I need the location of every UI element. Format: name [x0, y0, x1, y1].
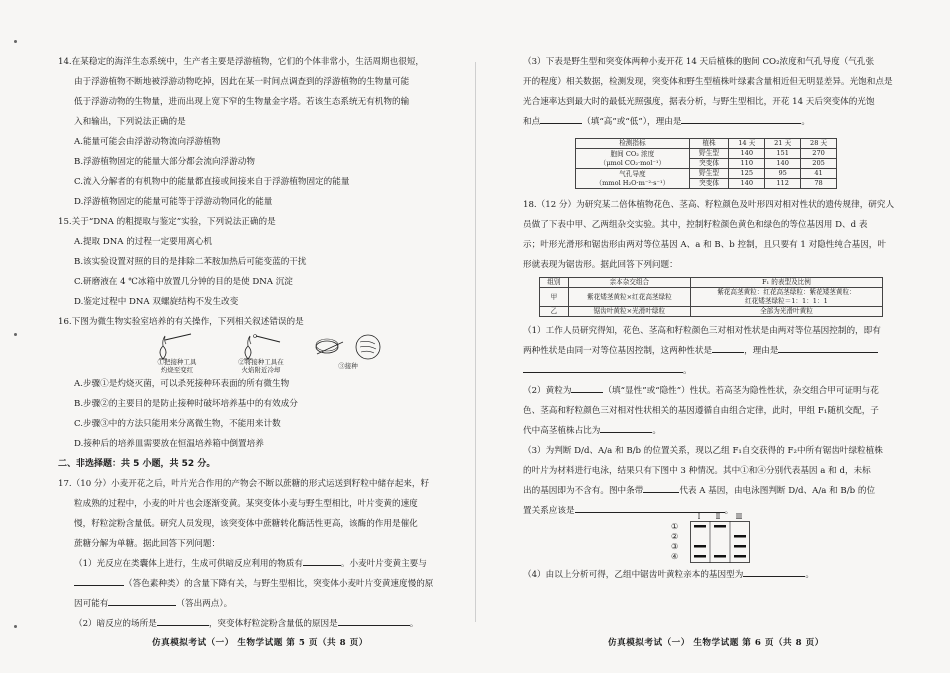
table-cell: 乙 [540, 307, 569, 317]
q16-option-a: A.步骤①是灼烧灭菌，可以杀死接种环表面的所有微生物 [74, 379, 290, 389]
q16-stem: 16.下图为微生物实验室培养的有关操作，下列相关叙述错误的是 [58, 317, 304, 327]
question-17-part3 [523, 52, 901, 132]
step2-caption [226, 358, 296, 374]
q18-text: 。 [683, 366, 692, 376]
answer-blank[interactable] [643, 481, 679, 493]
answer-blank[interactable] [571, 381, 603, 393]
q17-part1-line [58, 554, 458, 574]
q17-text: ，突变体籽粒淀粉含量低的原因是 [208, 619, 338, 629]
table-cell: 突变体 [689, 179, 729, 189]
q18-stem-line: 形就表现为锯齿形。据此回答下列问题： [523, 260, 678, 270]
answer-blank[interactable] [712, 341, 744, 353]
step1-caption-line: 灼烧至变红 [160, 366, 194, 374]
q17-3-text: 。 [801, 117, 811, 127]
table-cell: 甲 [540, 288, 569, 307]
metric-unit: （μmol CO₂·mol⁻¹） [599, 158, 666, 167]
column-header: F₁ 的表型及比例 [690, 278, 882, 288]
question-16 [58, 312, 458, 454]
q17-3-line [523, 112, 901, 132]
q17-part2-line [58, 614, 458, 634]
q17-text: 。 [409, 619, 419, 629]
q14-stem-line: 入和输出，下列说法正确的是 [74, 117, 186, 127]
q17-stem-line: 粒成熟的过程中，小麦的叶片也会逐渐变黄。某突变体小麦与野生型相比，叶片变黄的速度 [74, 499, 418, 509]
gel-band [714, 525, 726, 528]
q15-option-b: B.该实验设置对照的目的是排除二苯胺加热后可能变蓝的干扰 [74, 257, 307, 267]
answer-blank[interactable] [108, 594, 176, 606]
answer-blank[interactable] [743, 565, 805, 577]
table-cell: 野生型 [689, 149, 729, 159]
result-line: 紫花高茎黄粒：红花高茎绿粒：紫花矮茎黄粒： [717, 288, 856, 296]
answer-blank[interactable] [778, 341, 878, 353]
column-header: 亲本杂交组合 [568, 278, 690, 288]
q14-option-c: C.流入分解者的有机物中的能量都直接或间接来自于浮游植物固定的能量 [74, 177, 350, 187]
table-cell: 41 [801, 169, 837, 179]
answer-blank[interactable] [303, 554, 341, 566]
table-cell [690, 288, 882, 307]
table-row [576, 149, 837, 159]
table-cell: 270 [801, 149, 837, 159]
q18-text: （2）黄粒为 [523, 386, 572, 396]
step3-caption [328, 362, 368, 370]
band-label: ② [671, 532, 679, 541]
q17-stem-line: 蔗糖分解为单糖。据此回答下列问题： [74, 539, 221, 549]
table-cell: 140 [765, 159, 801, 169]
table-header-row [540, 278, 883, 288]
q17-text: （1）光反应在类囊体上进行，生成可供暗反应利用的物质有 [74, 559, 303, 569]
gel-band [694, 555, 706, 558]
q18-stem-line: 18.（12 分）为研究某二倍体植物花色、茎高、籽粒颜色及叶形四对相对性状的遗传规律，研究人 [523, 200, 895, 210]
band-label: ① [671, 522, 679, 531]
answer-blank[interactable] [523, 361, 683, 373]
column-header: 组别 [540, 278, 569, 288]
q18-part1 [523, 321, 901, 381]
table-cell: 125 [729, 169, 765, 179]
q15-option-c: C.研磨液在 4 ℃冰箱中放置几分钟的目的是使 DNA 沉淀 [74, 277, 293, 287]
metric-cell [576, 149, 690, 169]
band-label: ③ [671, 542, 679, 551]
q18-part2 [523, 381, 901, 441]
left-page [58, 52, 458, 634]
right-page [523, 52, 901, 585]
q18-2-line: 色、茎高和籽粒颜色三对相对性状相关的基因遵循自由组合定律，此时，甲组 F₁随机交配，子 [523, 406, 879, 416]
column-header: 植株 [689, 139, 729, 149]
q18-1-line: （1）工作人员研究得知，花色、茎高和籽粒颜色三对相对性状是由两对等位基因控制的，即有 [523, 326, 881, 336]
table-cell: 110 [729, 159, 765, 169]
q17-3-line: 光合速率达到最大时的最低光照强度，据表分析，与野生型相比，开花 14 天后突变体的光饱 [523, 97, 875, 107]
q18-part3 [523, 441, 901, 521]
lane-label: Ⅰ [697, 513, 701, 521]
q14-option-d: D.浮游植物固定的能量可能等于浮游动物同化的能量 [74, 197, 273, 207]
q14-option-a: A.能量可能会由浮游动物流向浮游植物 [74, 137, 221, 147]
q18-1-line [523, 341, 901, 361]
q17-text: （答色素种类）的含量下降有关，与野生型相比，突变体小麦叶片变黄速度慢的原 [124, 579, 434, 589]
step2-caption-line: ②将接种工具在 [238, 358, 284, 366]
table-cell: 全部为光滑叶黄粒 [690, 307, 882, 317]
metric-label: 胞间 CO₂ 浓度 [610, 149, 655, 158]
q18-stem-line: 员做了下表中甲、乙两组杂交实验。其中，控制籽粒颜色黄色和绿色的等位基因用 D、d 表 [523, 220, 868, 230]
q18-text: 置关系应该是 [523, 506, 575, 516]
page-divider [475, 62, 476, 622]
q18-text: 。 [724, 506, 734, 516]
table-cell: 95 [765, 169, 801, 179]
column-header: 检测指标 [576, 139, 690, 149]
answer-blank[interactable] [681, 112, 801, 124]
metric-cell [576, 169, 690, 189]
q17-3-text: 和点 [523, 117, 541, 127]
q16-option-c: C.步骤③中的方法只能用来分离微生物，不能用来计数 [74, 419, 281, 429]
q14-stem-line: 低于浮游动物的生物量，进而出现上宽下窄的生物量金字塔。若该生态系统无有机物的输 [74, 97, 410, 107]
answer-blank[interactable] [575, 501, 725, 513]
question-17 [58, 474, 458, 634]
gel-band [694, 525, 706, 528]
gel-lane-labels [690, 513, 750, 521]
q14-stem-line: 由于浮游植物不断地被浮游动物吃掉，因此在某一时间点调查到的浮游植物的生物量可能 [74, 77, 410, 87]
left-page-footer: 仿真模拟考试（一） 生物学试题 第 5 页（共 8 页） [152, 638, 368, 648]
inoculation-plate-illustration [313, 332, 383, 362]
q17-part1-line [58, 594, 458, 614]
band-label: ④ [671, 552, 679, 561]
column-header: 28 天 [801, 139, 837, 149]
gel-band [734, 535, 746, 538]
right-page-footer: 仿真模拟考试（一） 生物学试题 第 6 页（共 8 页） [608, 638, 824, 648]
result-line: 红花矮茎绿粒＝1：1：1：1 [745, 297, 828, 305]
answer-blank[interactable] [157, 614, 209, 626]
metric-label: 气孔导度 [619, 169, 646, 178]
step1-caption-line: ①把接种工具 [157, 358, 197, 366]
q16-option-d: D.接种后的培养皿需要放在恒温培养箱中倒置培养 [74, 439, 264, 449]
q18-3-line: 的叶片为材料进行电泳，结果只有下图中 3 种情况。其中①和④分别代表基因 a 和 d，未标 [523, 466, 871, 476]
table-cell: 78 [801, 179, 837, 189]
step3-caption-line: ③接种 [338, 362, 358, 370]
cross-table [539, 277, 883, 317]
q15-option-d: D.鉴定过程中 DNA 双螺旋结构不发生改变 [74, 297, 239, 307]
table-row [540, 288, 883, 307]
q18-text: 代表 A 基因，由电泳图判断 D/d、A/a 和 B/b 的位 [679, 486, 876, 496]
table-cell: 112 [765, 179, 801, 189]
q17-text: （答出两点）。 [176, 599, 233, 609]
q17-text: （2）暗反应的场所是 [74, 619, 157, 629]
step1-caption [146, 358, 208, 374]
table-cell: 紫花矮茎黄粒×红花高茎绿粒 [568, 288, 690, 307]
q17-3-line: （3）下表是野生型和突变体两种小麦开花 14 天后植株的胞间 CO₂浓度和气孔导度（气孔张 [523, 57, 875, 67]
q18-text: （4）由以上分析可得，乙组中锯齿叶黄粒亲本的基因型为 [523, 570, 744, 580]
table-cell: 205 [801, 159, 837, 169]
table-cell: 140 [729, 149, 765, 159]
data-table [575, 138, 837, 189]
q18-2-line [523, 421, 901, 441]
q18-text: 。 [805, 570, 814, 580]
gel-band [694, 545, 706, 548]
column-header: 14 天 [729, 139, 765, 149]
gel-band [714, 555, 726, 558]
q18-1-line [523, 361, 901, 381]
question-18 [523, 195, 901, 275]
q18-2-line [523, 381, 901, 401]
answer-blank[interactable] [74, 574, 124, 586]
answer-blank[interactable] [600, 421, 652, 433]
question-15 [58, 212, 458, 312]
q18-text: 出的基因即为不含有。图中条带 [523, 486, 644, 496]
q17-3-line: 开的程度）相关数据，检测发现，突变体和野生型植株叶绿素含量相近但无明显差异。光饱和点是 [523, 77, 893, 87]
q18-3-line: （3）为判断 D/d、A/a 和 B/b 的位置关系，现以乙组 F₁自交获得的 F₂中所有锯齿叶绿粒植株 [523, 446, 883, 456]
gel-band [734, 555, 746, 558]
q18-3-line [523, 481, 901, 501]
table-cell: 140 [729, 179, 765, 189]
table-cell: 151 [765, 149, 801, 159]
table-cell: 野生型 [689, 169, 729, 179]
gel-band [734, 545, 746, 548]
question-14 [58, 52, 458, 212]
q17-stem-line: 17.（10 分）小麦开花之后，叶片光合作用的产物会不断以蔗糖的形式运送到籽粒中储存起来，籽 [58, 479, 430, 489]
q17-3-text: （填“高”或“低”），理由是 [582, 117, 682, 127]
q14-stem-line: 14.在某稳定的海洋生态系统中，生产者主要是浮游植物，它们的个体非常小，生活周期也很短， [58, 57, 425, 67]
lane-label: Ⅱ [715, 513, 721, 521]
q15-stem: 15.关于“DNA 的粗提取与鉴定”实验，下列说法正确的是 [58, 217, 276, 227]
q18-text: 代中高茎植株占比为 [523, 426, 601, 436]
q18-text: 。 [652, 426, 661, 436]
step2-caption-line: 火焰附近冷却 [241, 366, 281, 374]
q16-figure [58, 332, 458, 374]
table-row [576, 169, 837, 179]
q14-option-b: B.浮游植物固定的能量大部分都会流向浮游动物 [74, 157, 255, 167]
column-header: 21 天 [765, 139, 801, 149]
q17-text: 因可能有 [74, 599, 109, 609]
q15-option-a: A.提取 DNA 的过程一定要用离心机 [74, 237, 213, 247]
q18-text: 两种性状是由同一对等位基因控制，这两种性状是 [523, 346, 713, 356]
metric-unit: （mmol H₂O·m⁻²·s⁻¹） [595, 178, 670, 187]
q18-4-line [523, 565, 901, 585]
q18-stem-line: 示；叶形光滑形和锯齿形由两对等位基因 A、a 和 B、b 控制，且只要有 1 对隐性纯合基因，叶 [523, 240, 886, 250]
answer-blank[interactable] [540, 112, 582, 124]
lane-label: Ⅲ [735, 513, 743, 521]
gel-bands [690, 521, 750, 563]
table-cell: 锯齿叶黄粒×光滑叶绿粒 [568, 307, 690, 317]
table-header-row [576, 139, 837, 149]
table-cell: 突变体 [689, 159, 729, 169]
q17-part1-line [58, 574, 458, 594]
gel-row-labels [671, 522, 689, 562]
q16-option-b: B.步骤②的主要目的是防止接种时破坏培养基中的有效成分 [74, 399, 298, 409]
section-heading: 二、非选择题：共 5 小题，共 52 分。 [58, 459, 216, 469]
table-row [540, 307, 883, 317]
answer-blank[interactable] [338, 614, 410, 626]
q18-text: （填“显性”或“隐性”）性状。若高茎为隐性性状，杂交组合甲可证明与花 [603, 386, 879, 396]
q18-text: ，理由是 [744, 346, 779, 356]
q17-text: 。小麦叶片变黄主要与 [340, 559, 427, 569]
electrophoresis-gel [671, 513, 751, 565]
q17-stem-line: 慢，籽粒淀粉含量低。研究人员发现，该突变体中蔗糖转化酶活性更高，该酶的作用是催化 [74, 519, 418, 529]
